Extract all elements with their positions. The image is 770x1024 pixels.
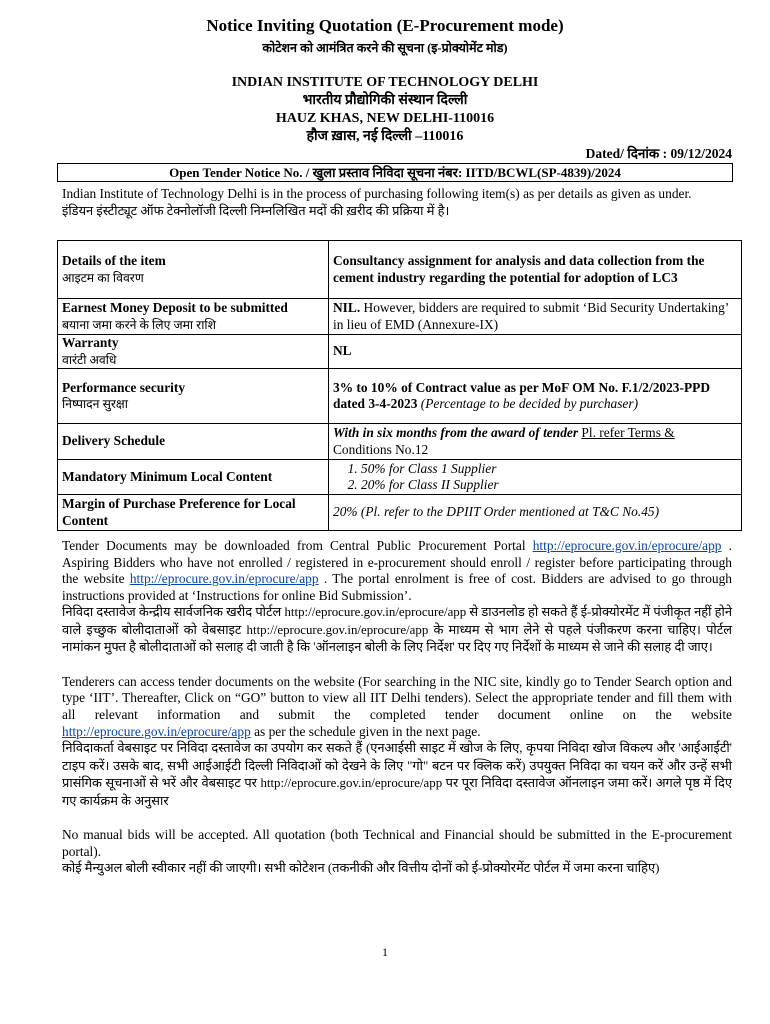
emd-label-hindi: बयाना जमा करने के लिए जमा राशि — [62, 317, 216, 332]
emd-value-detail: However, bidders are required to submit ‘Bid Security Undertaking’ in lieu of EMD (Annexure-IX) — [333, 299, 729, 332]
margin-label-cell — [58, 495, 329, 531]
delivery-label-cell — [58, 424, 329, 460]
performance-label: Performance security — [62, 379, 186, 395]
notice-date: Dated/ दिनांक : 09/12/2024 — [585, 146, 732, 161]
emd-label-cell — [58, 299, 329, 335]
paragraph-text: as per the schedule given in the next page. — [250, 723, 481, 739]
delivery-terms-ref-cont: Conditions No.12 — [333, 441, 429, 457]
margin-label: Margin of Purchase Preference for Local Content — [62, 496, 296, 528]
institute-address-hindi: हौज ख़ास, नई दिल्ली –110016 — [306, 129, 464, 144]
eprocure-link[interactable]: http://eprocure.gov.in/eprocure/app — [532, 538, 722, 553]
paragraph-text: . Aspiring Bidders who have not enrolled / registered in e-procurement should enroll / register before participating through the website — [62, 538, 732, 587]
institute-header — [0, 74, 770, 146]
paragraph-text: Tender Documents may be downloaded from Central Public Procurement Portal — [62, 538, 533, 553]
paragraph-access-hindi: निविदाकर्ता वेबसाइट पर निविदा दस्तावेज का उपयोग कर सकते हैं (एनआईसी साइट में खोज के लिए, कृपया निविदा खोज विकल्प और 'आईआईटी' टाइप करें। उसके बाद, सभी आईआईटी दिल्ली निविदाओं को देखने के लिए "गो" बटन पर क्लिक करें) उपयुक्त निविदा का चयन करें और उन्हें सभी प्रासंगिक सूचनाओं से भरें और वेबसाइट पर http://eprocure.gov.in/eprocure/app पर पूरा निविदा दस्तावेज ऑनलाइन जमा करें। अगले पृष्ठ में दिए गए कार्यक्रम के अनुसार — [62, 741, 732, 808]
paragraph-download-hindi: निविदा दस्तावेज केन्द्रीय सार्वजनिक खरीद पोर्टल http://eprocure.gov.in/eprocure/app से डाउनलोड हो सकते हैं ई-प्रोक्योरमेंट में पंजीकृत नहीं होने वाले इच्छुक बोलीदाताओं को वेबसाइट http://eprocure.gov.in/eprocure/app के माध्यम से भाग लेने से पहले पंजीकरण करना चाहिए। पोर्टल नामांकन मुफ्त है बोलीदाताओं को सलाह दी जाती है कि 'ऑनलाइन बोली के लिए निर्देश' पर दिए गए निर्देशों के माध्यम से जाने की सलाह दी जाए। — [62, 605, 732, 655]
paragraph-download — [62, 538, 732, 604]
delivery-value-main: With in six months from the award of tender — [333, 425, 579, 441]
delivery-terms-ref: Pl. refer Terms & — [581, 425, 675, 441]
performance-value-main: 3% to 10% of Contract value as per MoF OM No. F.1/2/2023-PPD dated 3-4-2023 — [333, 379, 710, 412]
item-label-hindi: आइटम का विवरण — [62, 270, 144, 285]
table-row — [58, 369, 742, 424]
notice-title: Notice Inviting Quotation (E-Procurement mode) — [206, 16, 564, 35]
emd-label: Earnest Money Deposit to be submitted — [62, 299, 288, 315]
performance-label-cell — [58, 369, 329, 424]
list-item: 2. 20% for Class II Supplier — [361, 477, 737, 494]
page-number: 1 — [382, 945, 388, 959]
eprocure-link[interactable]: http://eprocure.gov.in/eprocure/app — [62, 723, 251, 739]
warranty-label-cell — [58, 335, 329, 369]
emd-value — [329, 299, 742, 335]
local-content-label: Mandatory Minimum Local Content — [62, 468, 273, 484]
performance-label-hindi: निष्पादन सुरक्षा — [62, 397, 128, 412]
eprocure-link[interactable]: http://eprocure.gov.in/eprocure/app — [129, 571, 319, 587]
paragraph-text: Tenderers can access tender documents on the website (For searching in the NIC site, kindly go to Tender Search option and type ‘IIT’. Thereafter, Click on “GO” button to view all IIT Delhi tenders). Select the appropriate tender and fill them with all relevant information and submit the completed tender document online on the website — [62, 673, 732, 723]
body-text — [62, 538, 732, 878]
intro-english: Indian Institute of Technology Delhi is in the process of purchasing following item(s) as per details as given as under. — [62, 186, 692, 201]
performance-value-note: (Percentage to be decided by purchaser) — [417, 396, 639, 412]
item-value: Consultancy assignment for analysis and data collection from the cement industry regarding the potential for adoption of LC3 — [329, 241, 742, 299]
table-row — [58, 335, 742, 369]
item-details-table — [57, 240, 742, 531]
institute-address: HAUZ KHAS, NEW DELHI-110016 — [275, 111, 495, 126]
institute-name: INDIAN INSTITUTE OF TECHNOLOGY DELHI — [231, 75, 539, 90]
paragraph-text: . The portal enrolment is free of cost. Bidders are advised to go through instructions provided at ‘Instructions for online Bid Submission’. — [62, 571, 732, 603]
intro-hindi: इंडियन इंस्टीट्यूट ऑफ टेक्नोलॉजी दिल्ली निम्नलिखित मदों की ख़रीद की प्रक्रिया में है। — [62, 203, 450, 218]
margin-value: 20% (Pl. refer to the DPIIT Order mentioned at T&C No.45) — [329, 495, 742, 531]
warranty-value: NL — [329, 335, 742, 369]
item-label: Details of the item — [62, 252, 166, 268]
table-row — [58, 495, 742, 531]
paragraph-access — [62, 674, 732, 740]
paragraph-manual-bids: No manual bids will be accepted. All quotation (both Technical and Financial should be submitted in the E-procurement portal). — [62, 827, 732, 859]
item-label-cell — [58, 241, 329, 299]
delivery-label: Delivery Schedule — [62, 433, 166, 449]
table-row — [58, 241, 742, 299]
list-item: 1. 50% for Class 1 Supplier — [361, 461, 737, 478]
institute-name-hindi: भारतीय प्रौद्योगिकी संस्थान दिल्ली — [302, 93, 468, 108]
tender-notice-number: Open Tender Notice No. / खुला प्रस्ताव निविदा सूचना नंबर: IITD/BCWL(SP-4839)/2024 — [57, 163, 733, 182]
table-row — [58, 299, 742, 335]
warranty-label-hindi: वारंटी अवधि — [62, 352, 117, 367]
intro-text — [62, 186, 738, 220]
paragraph-manual-bids-hindi: कोई मैन्युअल बोली स्वीकार नहीं की जाएगी। सभी कोटेशन (तकनीकी और वित्तीय दोनों को ई-प्रोक्योरमेंट पोर्टल में जमा करना चाहिए) — [62, 861, 660, 876]
emd-value-nil: NIL. — [333, 299, 361, 315]
notice-title-hindi: कोटेशन को आमंत्रित करने की सूचना (इ-प्रोक्योमेंट मोड) — [262, 41, 508, 55]
table-row — [58, 460, 742, 495]
warranty-label: Warranty — [62, 335, 119, 350]
table-row — [58, 424, 742, 460]
local-content-value — [329, 460, 742, 495]
delivery-value — [329, 424, 742, 460]
local-content-label-cell — [58, 460, 329, 495]
performance-value — [329, 369, 742, 424]
